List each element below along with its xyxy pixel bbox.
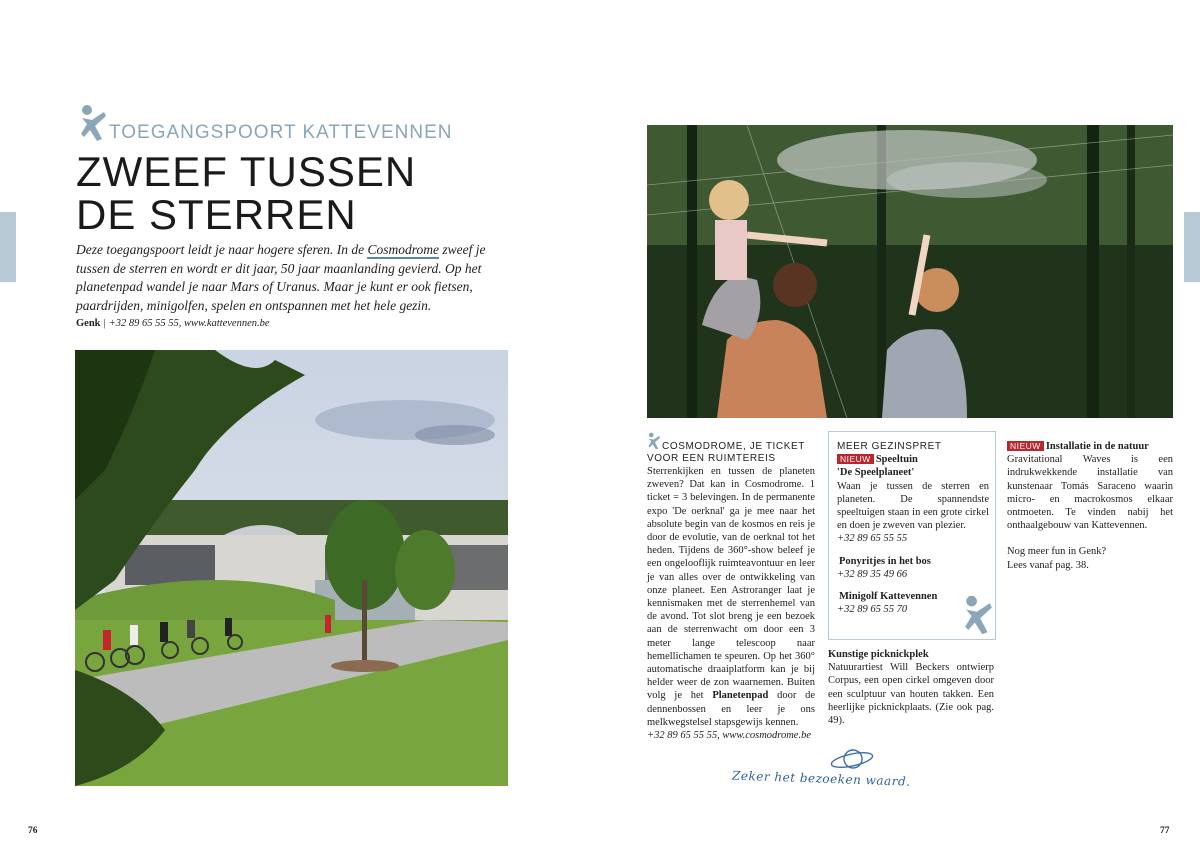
cosmodrome-heading-line-1: COSMODROME, JE TICKET <box>662 441 805 452</box>
title-line-2: DE STERREN <box>76 191 357 238</box>
cosmodrome-text-end: door de dennenbossen en leer je ons melkwegstelsel stapsgewijs kennen. <box>647 690 815 728</box>
family-fun-content <box>837 440 989 616</box>
intro-text-1: Deze toegangspoort leidt je naar hogere sferen. In de <box>76 242 368 257</box>
cosmodrome-heading <box>647 441 815 465</box>
contact-details: | +32 89 65 55 55, www.kattevennen.be <box>100 318 270 329</box>
intro-text-2: zweef je tussen de sterren en wordt er dit jaar, 50 jaar maanlanding gevierd. Op het planetenpad wandel je naar Mars of Uranus. Maar je kunt er ook fietsen, paardrijden, minigolfen, spelen en ontspannen met het hele gezin. <box>76 242 486 313</box>
ponyritjes-phone: +32 89 35 49 66 <box>837 568 908 580</box>
kicker-person-icon <box>78 104 108 142</box>
title-line-1: ZWEEF TUSSEN <box>76 148 417 195</box>
saturn-planet-icon <box>829 744 875 774</box>
installation-body: Gravitational Waves is een indrukwekkende installatie van kunstenaar Tomás Saraceno waarin micro- en macrokosmos elkaar ontmoeten. Te vinden nabij het onthaalgebouw van Kattevennen. <box>1007 454 1173 532</box>
intro-paragraph <box>76 241 516 315</box>
speeltuin-phone: +32 89 65 55 55 <box>837 533 908 545</box>
installation-photo <box>647 125 1173 418</box>
minigolf-phone: +32 89 65 55 70 <box>837 604 908 616</box>
page-number-left: 76 <box>28 826 38 836</box>
picnic-title: Kunstige picknickplek <box>828 649 929 660</box>
box-person-icon <box>962 594 994 636</box>
more-fun-line-1: Nog meer fun in Genk? <box>1007 546 1107 558</box>
new-badge: NIEUW <box>837 454 874 464</box>
picnic-section <box>828 648 994 727</box>
right-edge-tab <box>1184 212 1200 282</box>
speeltuin-title-line <box>837 453 989 466</box>
section-kicker: TOEGANGSPOORT KATTEVENNEN <box>109 122 453 143</box>
left-edge-tab <box>0 212 16 282</box>
page-title <box>76 150 416 236</box>
contact-place: Genk <box>76 318 101 329</box>
cosmodrome-text: Sterrenkijken en tussen de planeten zweven? Dat kan in Cosmodrome. 1 ticket = 3 belevingen. In de permanente expo 'De oerknal' ga je mee naar het absolute begin van de kosmos en reis je door de evolutie, van de oerknal tot het heden. Tijdens de 360°-show beleef je een ongelooflijk ruimteavontuur en leer je van alles over de ontwikkeling van onze planeet. Een Astroranger laat je kennismaken met de sterrenhemel van de avond. Tot slot breng je een bezoek aan de sterrenwacht om door een 3 meter lange telescoop naar hemellichamen te speuren. Op het 360° automatische draaiplatform kan je bij helder weer de zon waarnemen. Buiten volg je het <box>647 466 815 702</box>
ponyritjes-title: Ponyritjes in het bos <box>839 555 931 567</box>
family-fun-heading: MEER GEZINSPRET <box>837 441 942 452</box>
picnic-body: Natuurartiest Will Beckers ontwierp Corpus, een open cirkel omgeven door een sculptuur van houten takken. Een heerlijke picknickplaats. (Zie ook pag. 49). <box>828 662 994 727</box>
page-number-right: 77 <box>1160 826 1170 836</box>
speeltuin-title: Speeltuin <box>875 454 918 466</box>
speeltuin-body: Waan je tussen de sterren en planeten. De spannendste speeltuigen staan in een grote cirkel en doen je zweven van plezier. <box>837 480 989 532</box>
more-fun-line-2: Lees vanaf pag. 38. <box>1007 559 1089 571</box>
cosmodrome-body <box>647 465 815 742</box>
speeltuin-subtitle: 'De Speelplaneet' <box>837 467 915 479</box>
handwritten-note: Zeker het bezoeken waard. <box>731 768 911 789</box>
planetenpad-label: Planetenpad <box>712 690 769 702</box>
contact-line <box>76 317 516 330</box>
new-badge-installation: NIEUW <box>1007 441 1044 451</box>
cosmodrome-contact: +32 89 65 55 55, www.cosmodrome.be <box>647 730 811 742</box>
cosmodrome-photo <box>75 350 508 786</box>
cosmodrome-heading-line-2: VOOR EEN RUIMTEREIS <box>647 453 776 464</box>
installation-title: Installatie in de natuur <box>1045 441 1149 452</box>
minigolf-title: Minigolf Kattevennen <box>839 591 938 603</box>
installation-section <box>1007 440 1173 572</box>
cosmodrome-link[interactable]: Cosmodrome <box>367 242 439 257</box>
